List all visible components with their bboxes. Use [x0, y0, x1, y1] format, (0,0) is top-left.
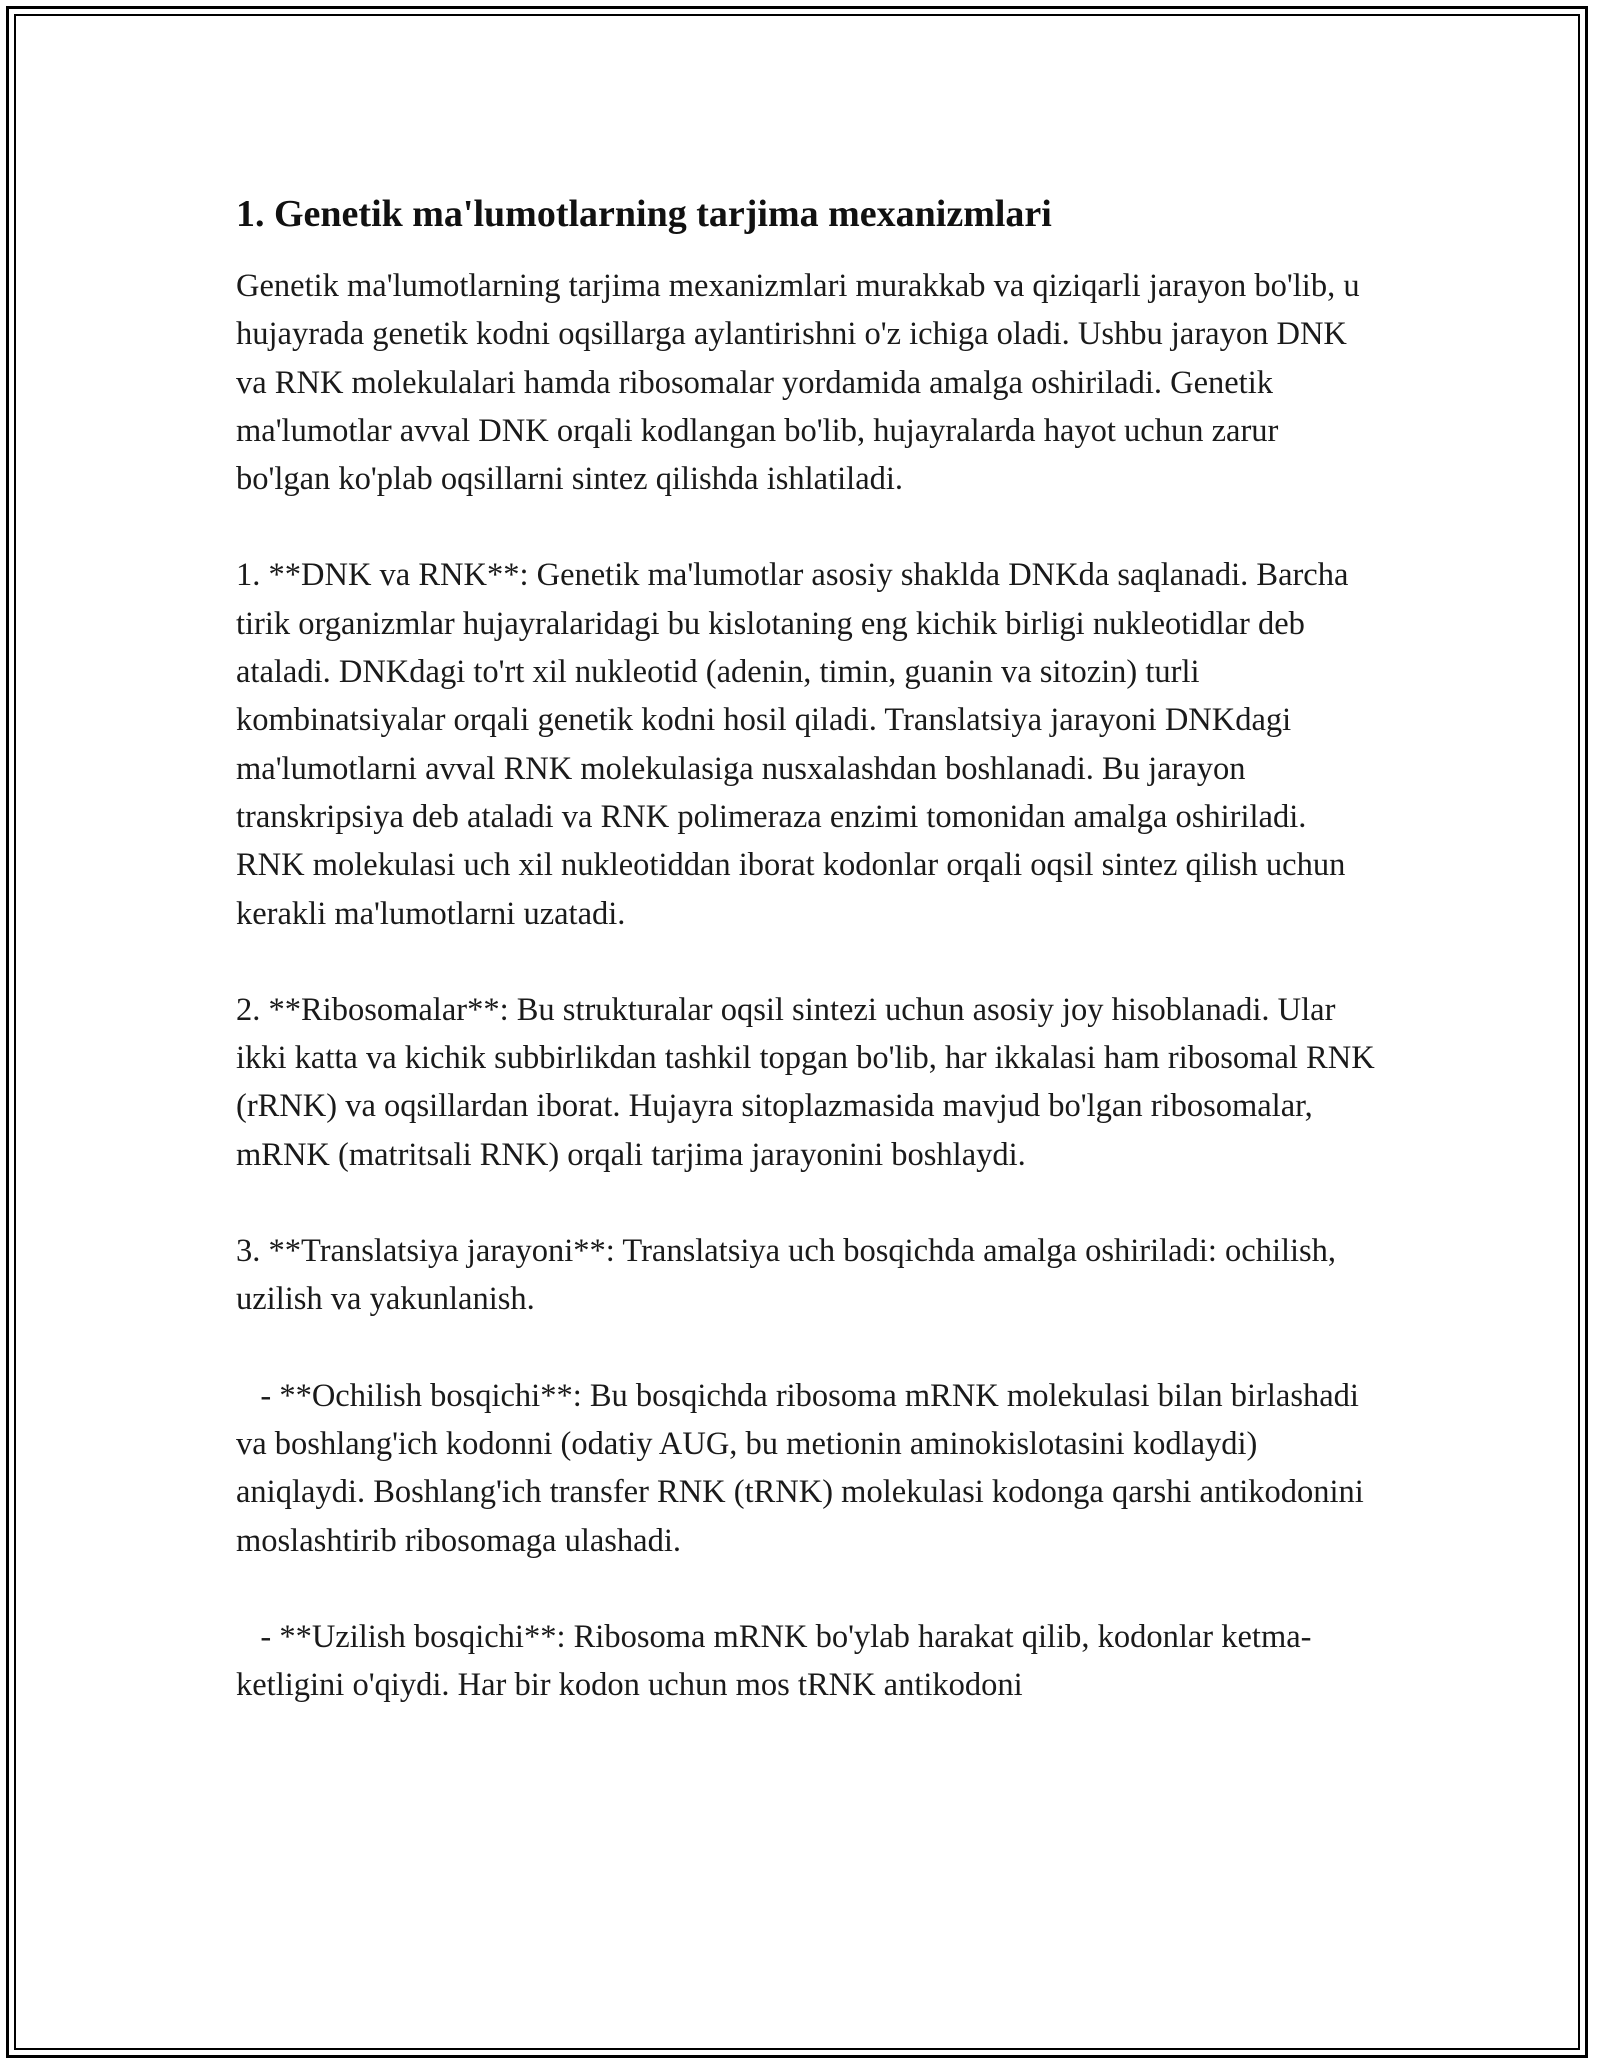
- paragraph-translation-process: 3. **Translatsiya jarayoni**: Translatsiya uch bosqichda amalga oshiriladi: ochilish, uzilish va yakunlanish.: [236, 1233, 1345, 1318]
- paragraph-initiation-stage: - **Ochilish bosqichi**: Bu bosqichda ribosoma mRNK molekulasi bilan birlashadi va boshlang'ich kodonni (odatiy AUG, bu metionin aminokislotasini kodlaydi) aniqlaydi. Boshlang'ich transfer RNK (tRNK) molekulasi kodonga qarshi antikodonini moslashtirib ribosomaga ulashadi.: [236, 1377, 1381, 1559]
- paragraph-elongation-stage: - **Uzilish bosqichi**: Ribosoma mRNK bo'ylab harakat qilib, kodonlar ketma-ketligini o'qiydi. Har bir kodon uchun mos tRNK antikodoni: [236, 1618, 1312, 1704]
- section-heading: 1. Genetik ma'lumotlarning tarjima mexanizmlari: [236, 193, 1052, 235]
- paragraph-dnk-rnk: 1. **DNK va RNK**: Genetik ma'lumotlar asosiy shaklda DNKda saqlanadi. Barcha tirik organizmlar hujayralaridagi bu kislotaning eng kichik birligi nukleotidlar deb ataladi. DNKdagi to'rt xil nukleotid (adenin, timin, guanin va sitozin) turli kombinatsiyalar orqali genetik kodni hosil qiladi. Translatsiya jarayoni DNKdagi ma'lumotlarni avval RNK molekulasiga nusxalashdan boshlanadi. Bu jarayon transkripsiya deb ataladi va RNK polimeraza enzimi tomonidan amalga oshiriladi. RNK molekulasi uch xil nukleotiddan iborat kodonlar orqali oqsil sintez qilish uchun kerakli ma'lumotlarni uzatadi.: [236, 557, 1357, 932]
- intro-paragraph: Genetik ma'lumotlarning tarjima mexanizmlari murakkab va qiziqarli jarayon bo'lib, u hujayrada genetik kodni oqsillarga aylantirishni o'z ichiga oladi. Ushbu jarayon DNK va RNK molekulalari hamda ribosomalar yordamida amalga oshiriladi. Genetik ma'lumotlar avval DNK orqali kodlangan bo'lib, hujayralarda hayot uchun zarur bo'lgan ko'plab oqsillarni sintez qilishda ishlatiladi.: [236, 268, 1368, 498]
- paragraph-ribosomes: 2. **Ribosomalar**: Bu strukturalar oqsil sintezi uchun asosiy joy hisoblanadi. Ular ikki katta va kichik subbirlikdan tashkil topgan bo'lib, har ikkalasi ham ribosomal RNK (rRNK) va oqsillardan iborat. Hujayra sitoplazmasida mavjud bo'lgan ribosomalar, mRNK (matritsali RNK) orqali tarjima jarayonini boshlaydi.: [236, 991, 1383, 1173]
- document-body: [236, 188, 1383, 1709]
